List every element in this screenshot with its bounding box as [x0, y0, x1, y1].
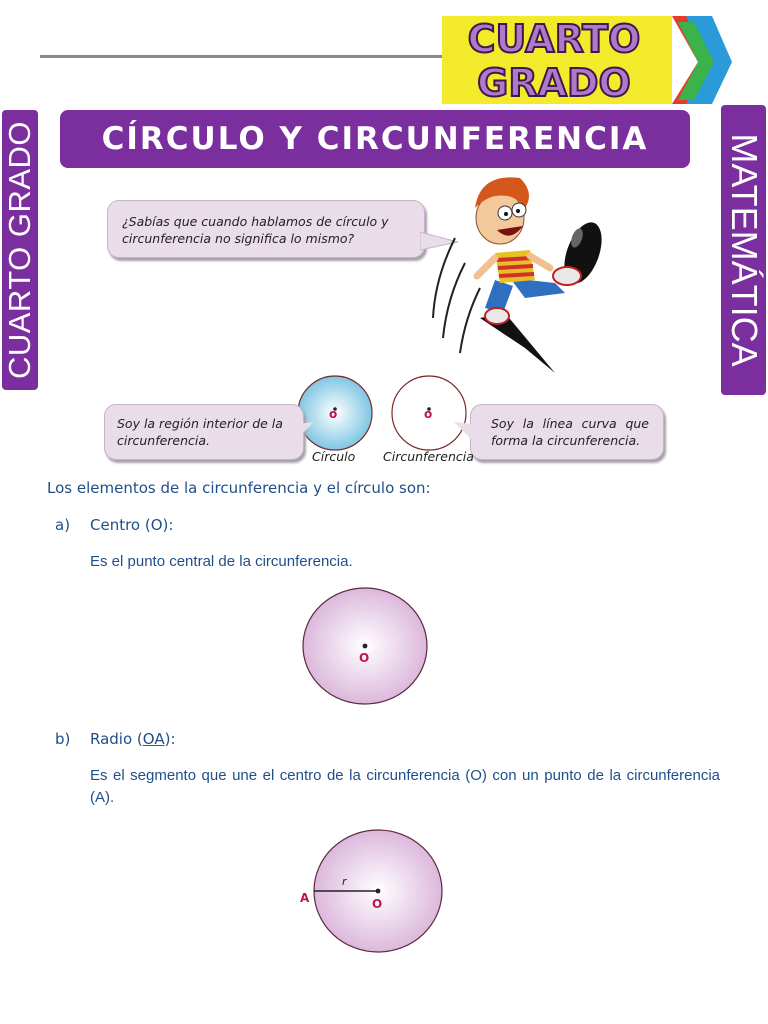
item-b-text: Es el segmento que une el centro de la circunferencia (O) con un punto de la circunferencia (A).: [90, 767, 720, 806]
radius-r-label: r: [342, 875, 347, 888]
cuarto-grado-logo: [442, 12, 732, 108]
radius-segment-label: OA: [142, 730, 165, 748]
cartoon-boy-illustration: [425, 168, 615, 378]
center-figure-label: O: [359, 651, 370, 665]
item-b-letter: b): [55, 730, 71, 748]
caption-circumference: Circunferencia: [383, 449, 474, 464]
logo-word-2: GRADO: [477, 61, 631, 105]
circle-bubble-tail: [296, 420, 316, 444]
item-a-heading: Centro (O):: [90, 516, 174, 534]
radius-figure: [312, 828, 444, 954]
side-label-right: MATEMÁTICA: [721, 105, 766, 395]
page-title: CÍRCULO Y CIRCUNFERENCIA: [60, 110, 690, 168]
item-b-heading: Radio (OA):: [90, 730, 176, 748]
radius-point-label: A: [300, 891, 310, 905]
question-bubble: ¿Sabías que cuando hablamos de círculo y circunferencia no significa lo mismo?: [107, 200, 425, 258]
side-label-left: CUARTO GRADO: [2, 110, 38, 390]
item-a-letter: a): [55, 516, 71, 534]
item-a-text: Es el punto central de la circunferencia.: [90, 553, 353, 570]
caption-circle: Círculo: [312, 449, 356, 464]
header-rule: [40, 55, 480, 58]
circle-bubble: Soy la región interior de la circunferencia.: [104, 404, 304, 460]
logo-word-1: CUARTO: [467, 17, 641, 61]
circumference-center-label: o: [424, 407, 433, 421]
circumference-bubble: Soy la línea curva que forma la circunferencia.: [470, 404, 664, 460]
center-figure: [300, 585, 430, 707]
intro-text: Los elementos de la circunferencia y el círculo son:: [47, 479, 431, 497]
circle-center-label: o: [329, 407, 338, 421]
radius-center-label: O: [372, 897, 383, 911]
circumference-bubble-tail: [452, 420, 474, 444]
